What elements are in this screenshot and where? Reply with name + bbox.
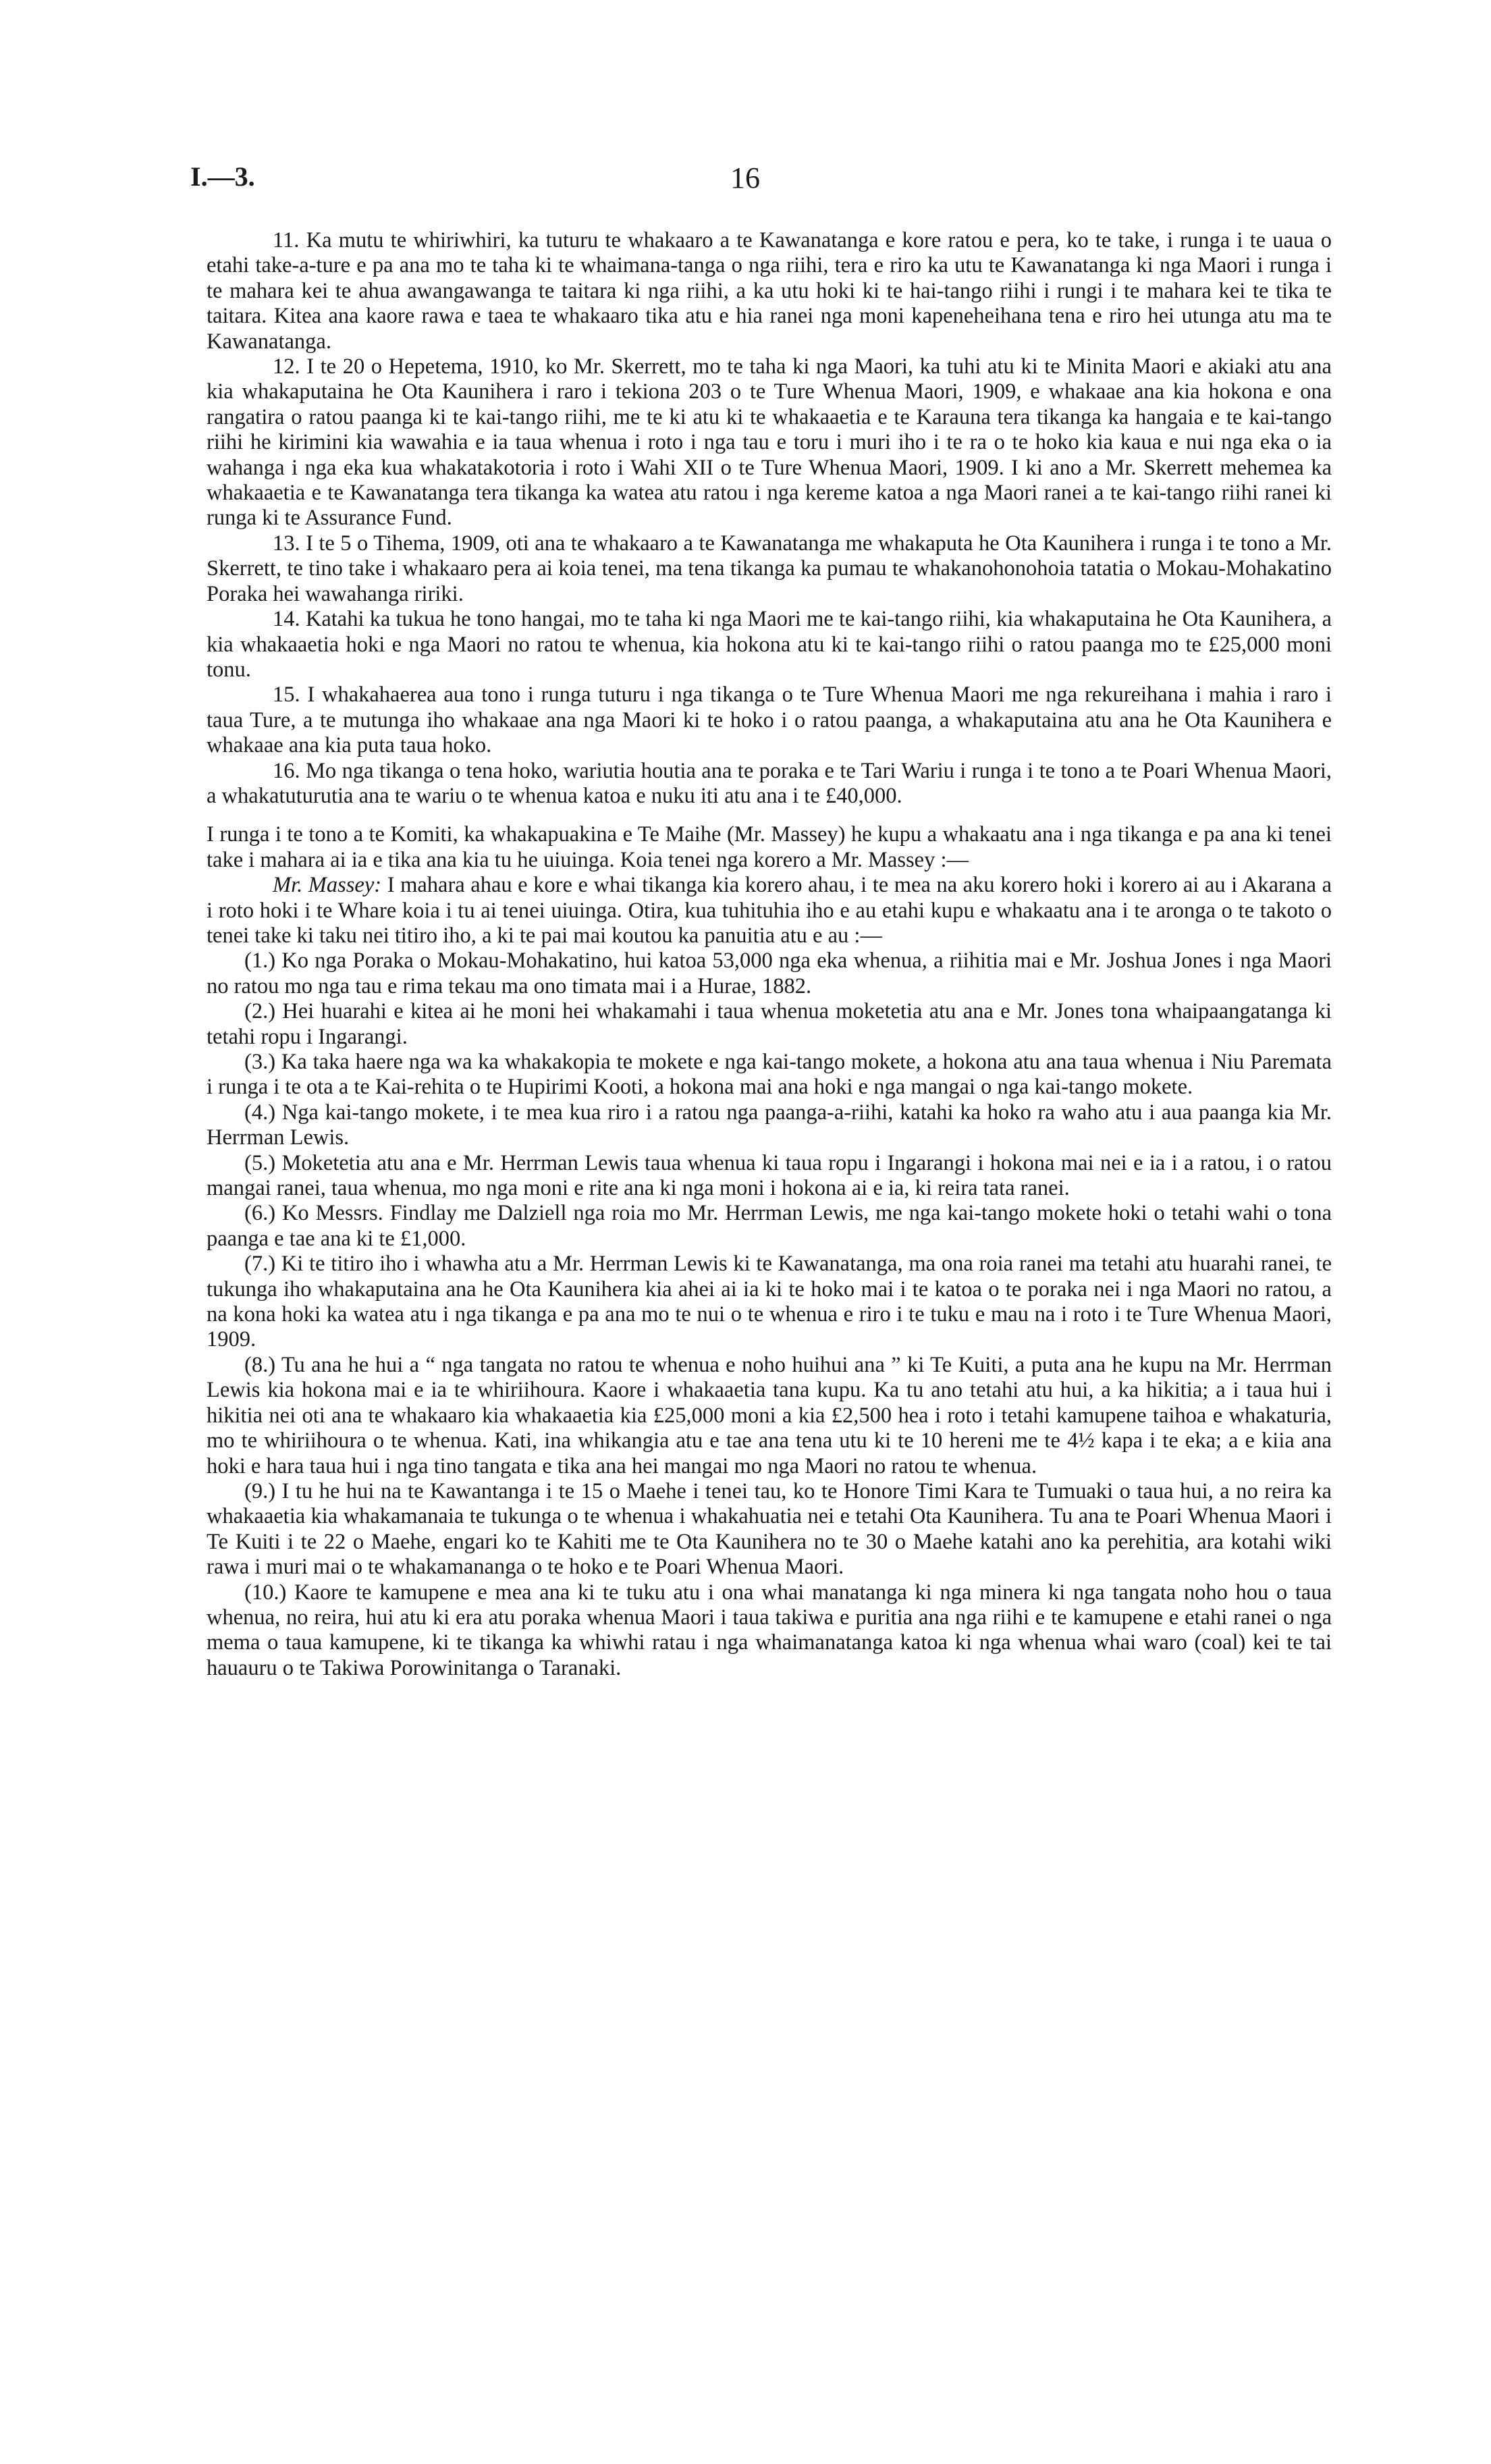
massey-statement — [207, 873, 1332, 948]
paragraph-16: 16. Mo nga tikanga o tena hoko, wariutia houtia ana te poraka e te Tari Wariu i runga i te tono a te Poari Whenua Maori, a whakatuturutia ana te wariu o te whenua katoa e nuku iti atu ana i te £40,000. — [207, 758, 1332, 808]
page-header — [190, 161, 1324, 201]
paragraph-15: 15. I whakahaerea aua tono i runga tuturu i nga tikanga o te Ture Whenua Maori me nga rekureihana i mahia i raro i taua Ture, a te mutunga iho whakaae ana nga Maori ki te hoko i o ratou paanga, a whakaputaina atu ana he Ota Kaunihera e whakaae ana kia puta taua hoko. — [207, 682, 1332, 758]
paragraph-14: 14. Katahi ka tukua he tono hangai, mo te taha ki nga Maori me te kai-tango riihi, kia whakaputaina he Ota Kaunihera, a kia whakaaetia hoki e nga Maori no ratou te whenua, kia hokona atu ki te kai-tango riihi o ratou paanga mo te £25,000 moni tonu. — [207, 607, 1332, 682]
committee-intro: I runga i te tono a te Komiti, ka whakapuakina e Te Maihe (Mr. Massey) he kupu a whakaatu ana i nga tikanga e pa ana ki tenei take i mahara ai ia e tika ana kia tu he uiuinga. Koia tenei nga korero a Mr. Massey :— — [207, 822, 1332, 872]
statement-item-7: (7.) Ki te titiro iho i whawha atu a Mr. Herrman Lewis ki te Kawanatanga, ma ona roia ranei ma tetahi atu huarahi ranei, te tukunga iho whakaputaina ana he Ota Kaunihera kia ahei ai ia ki te hoko mai i te katoa o te poraka nei i nga Maori no ratou, a na kona hoki ka watea atu i nga tikanga e pa ana mo te nui o te whenua e riro i te tuku e mau na i roto i te Ture Whenua Maori, 1909. — [207, 1252, 1332, 1352]
statement-item-1: (1.) Ko nga Poraka o Mokau-Mohakatino, hui katoa 53,000 nga eka whenua, a riihitia mai e Mr. Joshua Jones i nga Maori no ratou mo nga tau e rima tekau ma ono timata mai i a Hurae, 1882. — [207, 948, 1332, 998]
parliamentary-paper-reference: I.—3. — [190, 161, 255, 192]
statement-item-8: (8.) Tu ana he hui a “ nga tangata no ratou te whenua e noho huihui ana ” ki Te Kuiti, a puta ana he kupu na Mr. Herrman Lewis kia hokona mai e ia te whiriihoura. Kaore i whakaaetia tana kupu. Ka tu ano tetahi atu hui, a ka hikitia; a i taua hui i hikitia nei oti ana te whakaaro kia whakaaetia kia £25,000 moni a kia £2,500 hea i roto i tetahi kamupene taihoa e whakaturia, mo te whiriihoura o te whenua. Kati, ina whikangia atu e tae ana tena utu ki te 10 hereni me te 4½ kapa i te eka; a e kiia ana hoki e hara taua hui i nga tino tangata e tika ana hei mangai mo nga Maori no ratou te whenua. — [207, 1352, 1332, 1478]
document-body — [207, 228, 1332, 1681]
page-number: 16 — [730, 161, 760, 194]
statement-item-3: (3.) Ka taka haere nga wa ka whakakopia te mokete e nga kai-tango mokete, a hokona atu ana taua whenua i Niu Paremata i runga i te ota a te Kai-rehita o te Hupirimi Kooti, a hokona mai ana hoki e nga mangai o nga kai-tango mokete. — [207, 1050, 1332, 1100]
massey-statement-text: I mahara ahau e kore e whai tikanga kia korero ahau, i te mea na aku korero hoki i korero ai au i Akarana a i roto hoki i te Whare koia i tu ai tenei uiuinga. Otira, kua tuhituhia iho e au etahi kupu e whakaatu ana i te aronga o te takoto o tenei take ki taku nei titiro iho, a ki te pai mai koutou ka panuitia atu e au :— — [207, 873, 1332, 948]
statement-item-9: (9.) I tu he hui na te Kawantanga i te 15 o Maehe i tenei tau, ko te Honore Timi Kara te Tumuaki o taua hui, a no reira ka whakaaetia kia whakamanaia te tukunga o te whenua i whakahuatia nei e tetahi Ota Kaunihera. Tu ana te Poari Whenua Maori i Te Kuiti i te 22 o Maehe, engari ko te Kahiti me te Ota Kaunihera no te 30 o Maehe katahi ano ka perehitia, ara kotahi wiki rawa i muri mai o te whakamananga o te hoko e te Poari Whenua Maori. — [207, 1478, 1332, 1580]
statement-item-6: (6.) Ko Messrs. Findlay me Dalziell nga roia mo Mr. Herrman Lewis, me nga kai-tango mokete hoki o tetahi wahi o tona paanga e tae ana ki te £1,000. — [207, 1201, 1332, 1251]
statement-item-10: (10.) Kaore te kamupene e mea ana ki te tuku atu i ona whai manatanga ki nga minera ki nga tangata noho hou o taua whenua, no reira, hui atu ki era atu poraka whenua Maori i taua takiwa e puritia ana nga riihi e te kamupene e etahi ranei o nga mema o taua kamupene, ki te tikanga ka whiwhi ratau i nga whaimanatanga katoa ki nga whenua whai waro (coal) kei te tai hauauru o te Takiwa Porowinitanga o Taranaki. — [207, 1580, 1332, 1680]
statement-item-2: (2.) Hei huarahi e kitea ai he moni hei whakamahi i taua whenua moketetia atu ana e Mr. Jones tona whaipaangatanga ki tetahi ropu i Ingarangi. — [207, 999, 1332, 1049]
paragraph-12: 12. I te 20 o Hepetema, 1910, ko Mr. Skerrett, mo te taha ki nga Maori, ka tuhi atu ki te Minita Maori e akiaki atu ana kia whakaputaina he Ota Kaunihera i raro i tekiona 203 o te Ture Whenua Maori, 1909, e whakaae ana kia hokona e ona rangatira o ratou paanga ki te kai-tango riihi, me te ki atu ki te whakaaetia e te Karauna tera tikanga ka hangaia e te kai-tango riihi he kirimini kia wawahia e ia taua whenua i roto i nga tau e toru i muri iho i te ra o te hoko kia kaua e nui nga eka o ia wahanga i nga eka kua whakatakotoria i roto i Wahi XII o te Ture Whenua Maori, 1909. I ki ano a Mr. Skerrett mehemea ka whakaaetia e te Kawanatanga tera tikanga ka watea atu ratou i nga kereme katoa a nga Maori ranei a te kai-tango riihi ranei ki runga ki te Assurance Fund. — [207, 354, 1332, 531]
statement-item-4: (4.) Nga kai-tango mokete, i te mea kua riro i a ratou nga paanga-a-riihi, katahi ka hoko ra waho atu i aua paanga kia Mr. Herrman Lewis. — [207, 1100, 1332, 1150]
paragraph-11: 11. Ka mutu te whiriwhiri, ka tuturu te whakaaro a te Kawanatanga e kore ratou e pera, ko te take, i runga i te uaua o etahi take-a-ture e pa ana mo te taha ki te whaimana-tanga o nga riihi, tera e riro ka utu te Kawanatanga ki nga Maori i runga i te mahara kei te ahua awangawanga te taitara ki nga riihi, a ka utu hoki ki te hai-tango riihi i rungi i te mahara kei te tika te taitara. Kitea ana kaore rawa e taea te whakaaro tika atu e hia ranei nga moni kapeneheihana tena e riro hei utunga atu ma te Kawanatanga. — [207, 228, 1332, 354]
statement-item-5: (5.) Moketetia atu ana e Mr. Herrman Lewis taua whenua ki taua ropu i Ingarangi i hokona mai nei e ia i a ratou, i o ratou mangai ranei, taua whenua, mo nga moni e rite ana ki nga moni i hokona ai e ia, ki reira tata ranei. — [207, 1150, 1332, 1201]
speaker-name: Mr. Massey: — [273, 873, 382, 898]
paragraph-13: 13. I te 5 o Tihema, 1909, oti ana te whakaaro a te Kawanatanga me whakaputa he Ota Kaunihera i runga i te tono a Mr. Skerrett, te tino take i whakaaro pera ai koia tenei, ma tena tikanga ka pumau te whakanohonohoia tatatia o Mokau-Mohakatino Poraka hei wawahanga ririki. — [207, 531, 1332, 606]
